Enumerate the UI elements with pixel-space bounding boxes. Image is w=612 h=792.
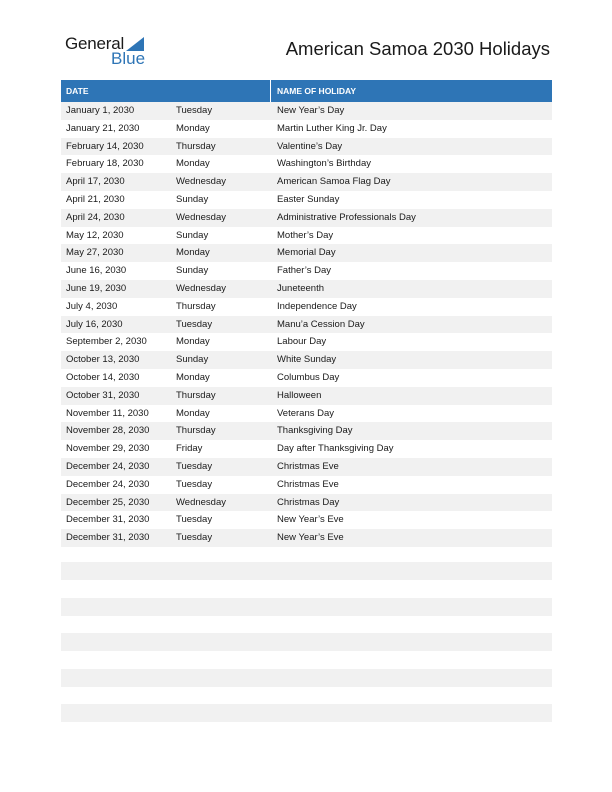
logo-blue-text: Blue bbox=[111, 49, 146, 68]
empty-row-band bbox=[61, 562, 552, 580]
holiday-date: February 14, 2030 bbox=[66, 140, 144, 152]
holiday-weekday: Sunday bbox=[176, 229, 209, 241]
table-row bbox=[61, 191, 552, 209]
holiday-name: New Year’s Day bbox=[277, 105, 345, 116]
holiday-weekday: Wednesday bbox=[176, 282, 226, 294]
holiday-name: Independence Day bbox=[277, 300, 357, 312]
holiday-weekday: Tuesday bbox=[176, 514, 213, 526]
holiday-name: Christmas Eve bbox=[277, 460, 339, 472]
table-row bbox=[61, 155, 552, 173]
table-row bbox=[61, 280, 552, 298]
holiday-name: Veterans Day bbox=[277, 407, 335, 419]
holiday-weekday: Monday bbox=[176, 336, 210, 348]
holiday-weekday: Sunday bbox=[176, 354, 209, 366]
holiday-date: November 28, 2030 bbox=[66, 425, 150, 437]
holiday-date: April 21, 2030 bbox=[66, 193, 125, 205]
holiday-weekday: Wednesday bbox=[176, 496, 226, 508]
table-row bbox=[61, 440, 552, 458]
holiday-name: Day after Thanksgiving Day bbox=[277, 443, 394, 455]
holiday-name: Valentine’s Day bbox=[277, 140, 343, 152]
table-row bbox=[61, 422, 552, 440]
table-row bbox=[61, 173, 552, 191]
table-row bbox=[61, 138, 552, 156]
logo-general-text: General bbox=[65, 34, 125, 53]
table-row bbox=[61, 511, 552, 529]
holiday-name: White Sunday bbox=[277, 354, 337, 366]
page-title: American Samoa 2030 Holidays bbox=[285, 38, 550, 59]
holiday-name: Father’s Day bbox=[277, 265, 332, 277]
holiday-weekday: Tuesday bbox=[176, 105, 213, 116]
holiday-date: January 1, 2030 bbox=[66, 105, 135, 116]
holiday-date: December 31, 2030 bbox=[66, 532, 150, 544]
table-row bbox=[61, 494, 552, 512]
table-header bbox=[61, 80, 552, 102]
table-row bbox=[61, 529, 552, 547]
table-row bbox=[61, 333, 552, 351]
holiday-weekday: Sunday bbox=[176, 193, 209, 205]
holiday-name: New Year’s Eve bbox=[277, 532, 344, 544]
table-row bbox=[61, 102, 552, 120]
header-date: DATE bbox=[61, 80, 271, 102]
table-row bbox=[61, 351, 552, 369]
table-row bbox=[61, 227, 552, 245]
holiday-weekday: Monday bbox=[176, 247, 210, 259]
holiday-weekday: Tuesday bbox=[176, 532, 213, 544]
holiday-date: June 19, 2030 bbox=[66, 282, 127, 294]
table-row bbox=[61, 458, 552, 476]
holiday-date: May 12, 2030 bbox=[66, 229, 124, 241]
table-row bbox=[61, 298, 552, 316]
holiday-date: October 13, 2030 bbox=[66, 354, 140, 366]
holiday-date: May 27, 2030 bbox=[66, 247, 124, 259]
holiday-name: Christmas Eve bbox=[277, 478, 339, 490]
holiday-weekday: Wednesday bbox=[176, 211, 226, 223]
holiday-name: Thanksgiving Day bbox=[277, 425, 353, 437]
holiday-weekday: Wednesday bbox=[176, 176, 226, 188]
holiday-date: December 24, 2030 bbox=[66, 460, 150, 472]
header-holiday-name: NAME OF HOLIDAY bbox=[277, 86, 357, 96]
holiday-date: April 24, 2030 bbox=[66, 211, 125, 223]
holiday-weekday: Thursday bbox=[176, 300, 216, 312]
table-body bbox=[61, 102, 552, 547]
holiday-weekday: Monday bbox=[176, 371, 210, 383]
holiday-date: July 16, 2030 bbox=[66, 318, 123, 330]
holiday-date: October 31, 2030 bbox=[66, 389, 140, 401]
holiday-name: New Year’s Eve bbox=[277, 514, 344, 526]
holiday-name: Washington’s Birthday bbox=[277, 158, 371, 170]
holiday-date: February 18, 2030 bbox=[66, 158, 144, 170]
holiday-weekday: Thursday bbox=[176, 425, 216, 437]
holiday-name: Administrative Professionals Day bbox=[277, 211, 416, 223]
table-row bbox=[61, 244, 552, 262]
holiday-weekday: Friday bbox=[176, 443, 203, 455]
holiday-name: Halloween bbox=[277, 389, 322, 401]
empty-row-band bbox=[61, 669, 552, 687]
table-row bbox=[61, 405, 552, 423]
holiday-date: December 25, 2030 bbox=[66, 496, 150, 508]
holiday-weekday: Tuesday bbox=[176, 318, 213, 330]
holiday-name: Labour Day bbox=[277, 336, 327, 348]
holiday-date: June 16, 2030 bbox=[66, 265, 127, 277]
table-row bbox=[61, 387, 552, 405]
holiday-weekday: Monday bbox=[176, 407, 210, 419]
holiday-date: December 24, 2030 bbox=[66, 478, 150, 490]
empty-row-band bbox=[61, 598, 552, 616]
empty-row-band bbox=[61, 633, 552, 651]
holiday-date: January 21, 2030 bbox=[66, 122, 140, 134]
holiday-name: American Samoa Flag Day bbox=[277, 176, 391, 188]
holiday-name: Christmas Day bbox=[277, 496, 340, 508]
table-row bbox=[61, 476, 552, 494]
holiday-date: October 14, 2030 bbox=[66, 371, 140, 383]
table-row bbox=[61, 369, 552, 387]
holiday-weekday: Tuesday bbox=[176, 460, 213, 472]
holiday-weekday: Tuesday bbox=[176, 478, 213, 490]
holiday-name: Martin Luther King Jr. Day bbox=[277, 122, 387, 134]
empty-row-band bbox=[61, 704, 552, 722]
holiday-weekday: Sunday bbox=[176, 265, 209, 277]
holiday-date: September 2, 2030 bbox=[66, 336, 147, 348]
holiday-date: November 29, 2030 bbox=[66, 443, 150, 455]
holiday-weekday: Monday bbox=[176, 122, 210, 134]
holiday-weekday: Monday bbox=[176, 158, 210, 170]
holiday-date: July 4, 2030 bbox=[66, 300, 118, 312]
holiday-name: Manu’a Cession Day bbox=[277, 318, 365, 330]
holiday-name: Memorial Day bbox=[277, 247, 336, 259]
holiday-weekday: Thursday bbox=[176, 140, 216, 152]
table-row bbox=[61, 120, 552, 138]
table-row bbox=[61, 262, 552, 280]
holiday-name: Easter Sunday bbox=[277, 193, 340, 205]
holiday-name: Columbus Day bbox=[277, 371, 340, 383]
holiday-table bbox=[61, 80, 552, 547]
holiday-date: April 17, 2030 bbox=[66, 176, 125, 188]
holiday-date: November 11, 2030 bbox=[66, 407, 149, 419]
table-row bbox=[61, 316, 552, 334]
logo bbox=[65, 34, 155, 68]
table-row bbox=[61, 209, 552, 227]
holiday-date: December 31, 2030 bbox=[66, 514, 150, 526]
holiday-name: Mother’s Day bbox=[277, 229, 334, 241]
holiday-name: Juneteenth bbox=[277, 282, 325, 294]
holiday-weekday: Thursday bbox=[176, 389, 216, 401]
